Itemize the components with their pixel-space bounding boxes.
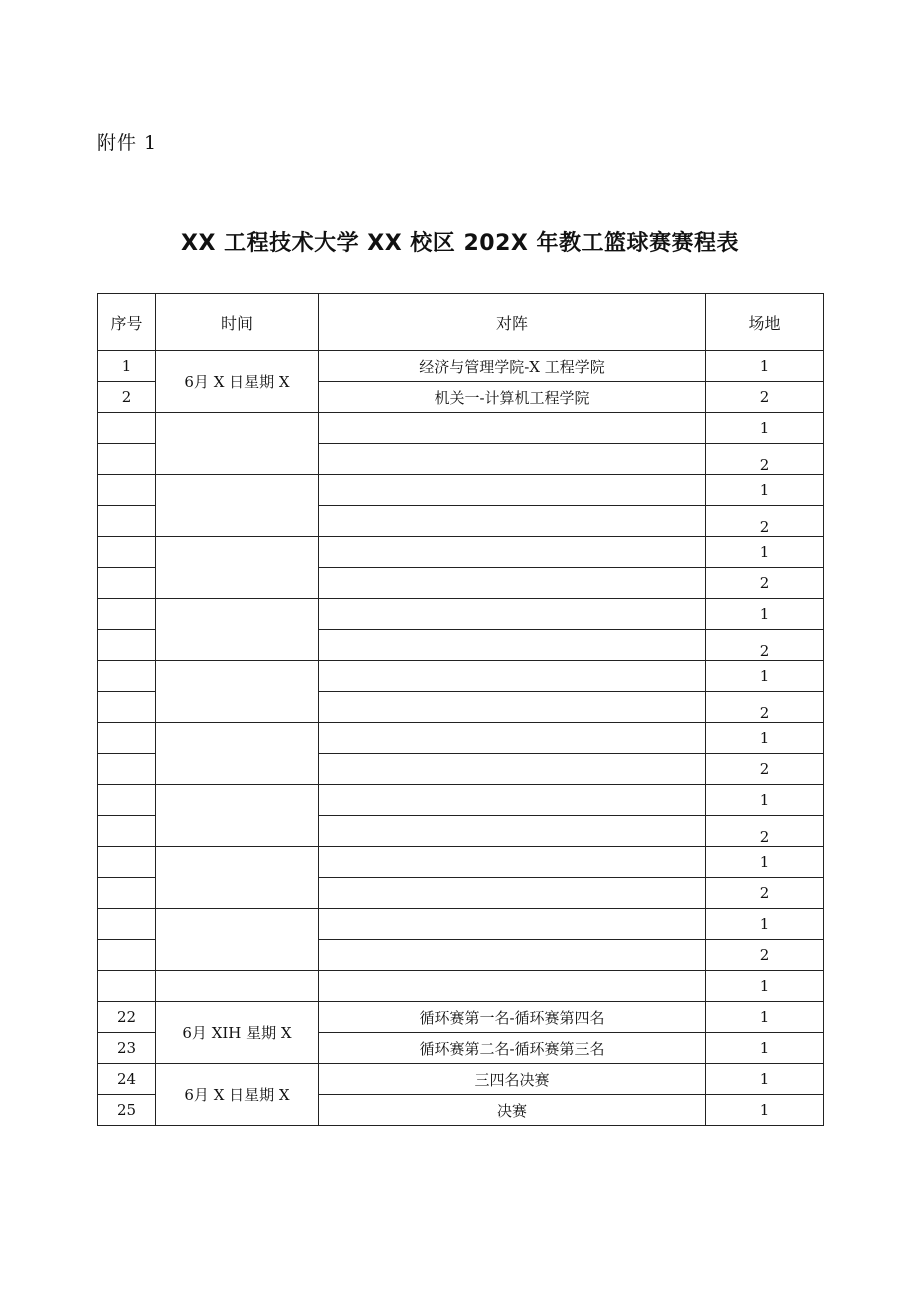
cell-time xyxy=(156,785,319,847)
cell-time: 6月 XIH 星期 X xyxy=(156,1002,319,1064)
cell-no: 23 xyxy=(98,1033,156,1064)
table-row xyxy=(98,1002,824,1033)
cell-matchup: 机关一-计算机工程学院 xyxy=(319,382,706,413)
table-row xyxy=(98,661,824,692)
table-row xyxy=(98,971,824,1002)
cell-time xyxy=(156,537,319,599)
cell-matchup xyxy=(319,568,706,599)
cell-venue: 1 xyxy=(706,785,824,816)
cell-no: 25 xyxy=(98,1095,156,1126)
cell-venue: 2 xyxy=(706,506,824,537)
cell-venue: 2 xyxy=(706,878,824,909)
cell-venue: 1 xyxy=(706,971,824,1002)
schedule-table xyxy=(97,293,824,1126)
cell-matchup: 循环赛第二名-循环赛第三名 xyxy=(319,1033,706,1064)
cell-no xyxy=(98,971,156,1002)
cell-matchup xyxy=(319,413,706,444)
cell-matchup xyxy=(319,506,706,537)
cell-no xyxy=(98,940,156,971)
cell-time xyxy=(156,971,319,1002)
cell-matchup xyxy=(319,630,706,661)
cell-no xyxy=(98,568,156,599)
cell-matchup xyxy=(319,599,706,630)
table-row xyxy=(98,599,824,630)
header-no: 序号 xyxy=(98,294,156,351)
table-row xyxy=(98,723,824,754)
cell-matchup: 决赛 xyxy=(319,1095,706,1126)
cell-no xyxy=(98,413,156,444)
cell-venue: 2 xyxy=(706,940,824,971)
table-row xyxy=(98,847,824,878)
cell-time xyxy=(156,847,319,909)
header-matchup: 对阵 xyxy=(319,294,706,351)
cell-time xyxy=(156,475,319,537)
cell-venue: 1 xyxy=(706,351,824,382)
cell-venue: 1 xyxy=(706,909,824,940)
cell-no xyxy=(98,475,156,506)
cell-time xyxy=(156,599,319,661)
cell-venue: 1 xyxy=(706,1095,824,1126)
cell-venue: 1 xyxy=(706,413,824,444)
cell-no: 1 xyxy=(98,351,156,382)
cell-matchup xyxy=(319,444,706,475)
cell-matchup xyxy=(319,723,706,754)
cell-venue: 1 xyxy=(706,475,824,506)
cell-venue: 2 xyxy=(706,568,824,599)
cell-venue: 1 xyxy=(706,1002,824,1033)
cell-no xyxy=(98,630,156,661)
cell-matchup xyxy=(319,661,706,692)
cell-venue: 2 xyxy=(706,692,824,723)
cell-time xyxy=(156,909,319,971)
cell-matchup: 循环赛第一名-循环赛第四名 xyxy=(319,1002,706,1033)
cell-matchup xyxy=(319,847,706,878)
cell-venue: 1 xyxy=(706,661,824,692)
table-row xyxy=(98,909,824,940)
table-header-row xyxy=(98,294,824,351)
header-time: 时间 xyxy=(156,294,319,351)
cell-venue: 1 xyxy=(706,599,824,630)
cell-no xyxy=(98,878,156,909)
cell-time xyxy=(156,661,319,723)
cell-no: 22 xyxy=(98,1002,156,1033)
cell-time xyxy=(156,413,319,475)
cell-time: 6月 X 日星期 X xyxy=(156,1064,319,1126)
cell-no xyxy=(98,506,156,537)
cell-no xyxy=(98,816,156,847)
cell-no xyxy=(98,847,156,878)
table-row xyxy=(98,1064,824,1095)
cell-no: 2 xyxy=(98,382,156,413)
cell-venue: 1 xyxy=(706,1033,824,1064)
cell-no xyxy=(98,599,156,630)
table-row xyxy=(98,351,824,382)
cell-venue: 1 xyxy=(706,1064,824,1095)
cell-matchup xyxy=(319,971,706,1002)
cell-venue: 1 xyxy=(706,723,824,754)
cell-no xyxy=(98,909,156,940)
cell-matchup xyxy=(319,475,706,506)
cell-matchup: 三四名决赛 xyxy=(319,1064,706,1095)
cell-matchup xyxy=(319,878,706,909)
cell-venue: 2 xyxy=(706,382,824,413)
cell-matchup: 经济与管理学院-X 工程学院 xyxy=(319,351,706,382)
header-venue: 场地 xyxy=(706,294,824,351)
cell-matchup xyxy=(319,754,706,785)
cell-no xyxy=(98,444,156,475)
cell-no xyxy=(98,723,156,754)
cell-no xyxy=(98,785,156,816)
cell-time: 6月 X 日星期 X xyxy=(156,351,319,413)
cell-venue: 1 xyxy=(706,537,824,568)
cell-venue: 1 xyxy=(706,847,824,878)
table-row xyxy=(98,475,824,506)
table-row xyxy=(98,413,824,444)
table-row xyxy=(98,537,824,568)
cell-matchup xyxy=(319,692,706,723)
cell-matchup xyxy=(319,785,706,816)
table-row xyxy=(98,785,824,816)
cell-no xyxy=(98,754,156,785)
cell-matchup xyxy=(319,816,706,847)
cell-venue: 2 xyxy=(706,444,824,475)
cell-venue: 2 xyxy=(706,630,824,661)
cell-no xyxy=(98,537,156,568)
document-title: XX 工程技术大学 XX 校区 202X 年教工篮球赛赛程表 xyxy=(180,231,740,256)
cell-matchup xyxy=(319,909,706,940)
cell-venue: 2 xyxy=(706,816,824,847)
cell-matchup xyxy=(319,537,706,568)
cell-venue: 2 xyxy=(706,754,824,785)
cell-no xyxy=(98,692,156,723)
cell-time xyxy=(156,723,319,785)
attachment-label: 附件 1 xyxy=(97,132,158,154)
cell-no: 24 xyxy=(98,1064,156,1095)
cell-matchup xyxy=(319,940,706,971)
cell-no xyxy=(98,661,156,692)
